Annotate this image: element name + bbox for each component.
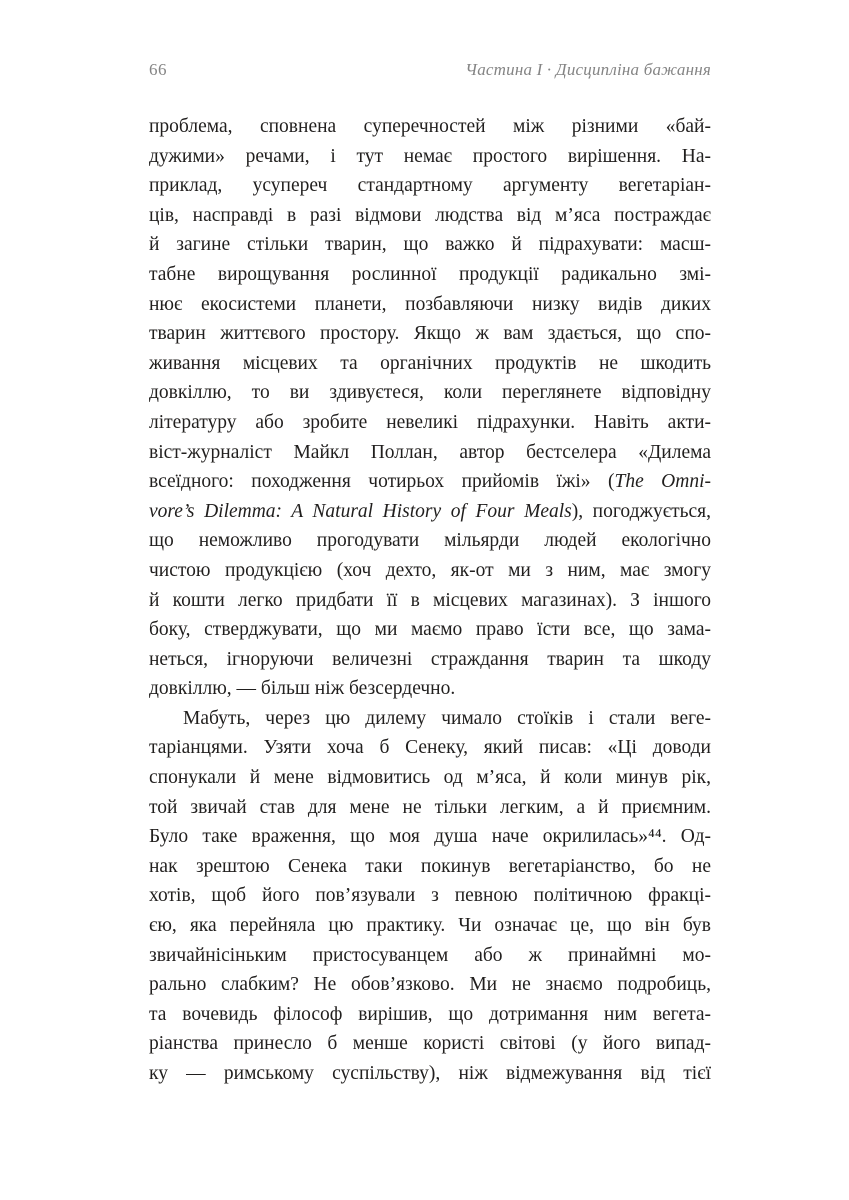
text-line: віст-журналіст Майкл Поллан, автор бестселера «Дилема bbox=[149, 441, 711, 463]
text-line: нак зрештою Сенека таки покинув вегетаріанство, бо не bbox=[149, 855, 711, 877]
text-line bbox=[149, 497, 711, 527]
text-line: що неможливо прогодувати мільярди людей екологічно bbox=[149, 530, 711, 552]
text-line: Було таке враження, що моя душа наче окрилилась»⁴⁴. Од- bbox=[149, 826, 711, 848]
text-line: й кошти легко придбати її в місцевих магазинах). З іншого bbox=[149, 589, 711, 611]
text-line: чистою продукцією (хоч дехто, як-от ми з ним, має змогу bbox=[149, 559, 711, 581]
text-line: довкіллю, то ви здивуєтеся, коли переглянете відповідну bbox=[149, 382, 711, 404]
paragraph bbox=[149, 704, 711, 1089]
text-line: та вочевидь філософ вирішив, що дотримання ним вегета- bbox=[149, 1003, 711, 1025]
text-line: ку — римському суспільству), ніж відмежування від тієї bbox=[149, 1063, 711, 1084]
text-line: хотів, щоб його пов’язували з певною політичною фракці- bbox=[149, 885, 711, 907]
text-line: той звичай став для мене не тільки легким, а й приємним. bbox=[149, 796, 711, 818]
text-line: приклад, усупереч стандартному аргументу вегетаріан- bbox=[149, 175, 711, 197]
text-line: табне вирощування рослинної продукції радикально змі- bbox=[149, 263, 711, 285]
text-line: літературу або зробите невеликі підрахунки. Навіть акти- bbox=[149, 411, 711, 433]
paragraph bbox=[149, 112, 711, 704]
text-line: ріанства принесло б менше користі світові (у його випад- bbox=[149, 1033, 711, 1055]
text-line: рально слабким? Не обов’язково. Ми не знаємо подробиць, bbox=[149, 974, 711, 996]
text-line: довкіллю, — більш ніж безсердечно. bbox=[149, 678, 456, 700]
italic-text-segment: vore’s Dilemma: A Natural History of Four Meals bbox=[149, 500, 572, 522]
text-line: ців, насправді в разі відмови людства від м’яса постраждає bbox=[149, 204, 711, 226]
text-line: проблема, сповнена суперечностей між різними «бай- bbox=[149, 116, 711, 137]
text-line: таріанцями. Узяти хоча б Сенеку, який писав: «Ці доводи bbox=[149, 737, 711, 759]
text-line: тварин життєвого простору. Якщо ж вам здається, що спо- bbox=[149, 323, 711, 345]
text-line: живання місцевих та органічних продуктів не шкодить bbox=[149, 352, 711, 374]
text-line: дужими» речами, і тут немає простого вирішення. На- bbox=[149, 145, 711, 167]
text-line bbox=[149, 467, 711, 497]
text-segment: ), погоджується, bbox=[571, 500, 711, 522]
text-line: звичайнісіньким пристосуванцем або ж принаймні мо- bbox=[149, 944, 711, 966]
page-body bbox=[149, 112, 711, 1089]
text-line: Мабуть, через цю дилему чимало стоїків і стали веге- bbox=[183, 707, 711, 729]
italic-text-segment: The Omni- bbox=[614, 471, 711, 493]
text-segment: всеїдного: походження чотирьох прийомів їжі» ( bbox=[149, 471, 615, 493]
running-title: Частина I · Дисципліна бажання bbox=[465, 60, 711, 79]
text-line: нює екосистеми планети, позбавляючи низку видів диких bbox=[149, 293, 711, 315]
text-line: єю, яка перейняла цю практику. Чи означає це, що він був bbox=[149, 915, 711, 937]
text-line: спонукали й мене відмовитись од м’яса, й коли минув рік, bbox=[149, 767, 711, 789]
text-line: боку, стверджувати, що ми маємо право їсти все, що зама- bbox=[149, 619, 711, 641]
page-number: 66 bbox=[149, 60, 167, 79]
text-line: й загине стільки тварин, що важко й підрахувати: масш- bbox=[149, 234, 711, 256]
page-header bbox=[149, 60, 711, 80]
text-line: неться, ігноруючи величезні страждання тварин та шкоду bbox=[149, 648, 711, 670]
